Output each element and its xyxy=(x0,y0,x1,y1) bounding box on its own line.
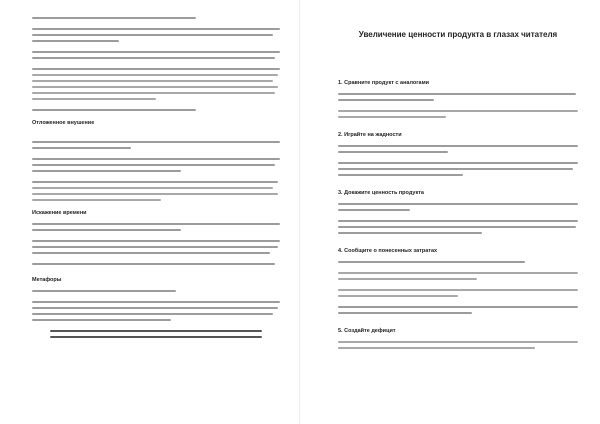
section-heading: 5. Создайте дефицит xyxy=(338,328,396,334)
paragraph xyxy=(338,110,578,118)
paragraph xyxy=(338,289,578,297)
right-page xyxy=(300,0,600,424)
text-line xyxy=(338,220,578,222)
document-title: Увеличение ценности продукта в глазах читателя xyxy=(358,30,558,39)
section-scarcity xyxy=(338,328,578,349)
text-line xyxy=(32,170,181,172)
paragraph xyxy=(32,17,280,19)
section-greed xyxy=(338,132,578,176)
paragraph-bold xyxy=(32,330,280,338)
text-line xyxy=(338,295,458,297)
paragraph xyxy=(338,162,578,176)
text-line xyxy=(32,109,196,111)
text-line xyxy=(338,151,448,153)
section-heading: 4. Сообщите о понесенных затратах xyxy=(338,248,438,254)
text-line xyxy=(32,193,278,195)
text-line xyxy=(338,145,578,147)
text-line xyxy=(32,98,156,100)
text-line xyxy=(32,307,278,309)
paragraph xyxy=(32,181,280,201)
text-line xyxy=(338,347,535,349)
text-line xyxy=(32,80,273,82)
paragraph xyxy=(338,341,578,349)
paragraph xyxy=(32,28,280,42)
text-line xyxy=(32,51,280,53)
paragraph xyxy=(32,240,280,254)
paragraph xyxy=(338,203,578,211)
text-line xyxy=(32,158,280,160)
paragraph xyxy=(338,93,578,101)
text-line xyxy=(32,164,275,166)
text-line xyxy=(50,336,262,338)
text-line xyxy=(32,240,280,242)
text-line xyxy=(338,203,578,205)
text-line xyxy=(32,263,275,265)
section-compare xyxy=(338,80,578,118)
text-line xyxy=(338,209,410,211)
text-line xyxy=(32,34,273,36)
text-line xyxy=(338,341,578,343)
paragraph xyxy=(32,290,280,292)
text-line xyxy=(338,99,434,101)
paragraph xyxy=(32,141,280,149)
paragraph xyxy=(32,158,280,172)
paragraph xyxy=(338,261,578,263)
text-line xyxy=(338,278,477,280)
section-heading: 3. Докажите ценность продукта xyxy=(338,190,424,196)
text-line xyxy=(32,181,278,183)
text-line xyxy=(50,330,262,332)
text-line xyxy=(32,223,280,225)
text-line xyxy=(338,110,578,112)
section-costs xyxy=(338,248,578,314)
text-line xyxy=(32,199,161,201)
text-line xyxy=(32,92,275,94)
paragraph xyxy=(32,263,280,265)
text-line xyxy=(32,57,275,59)
paragraph xyxy=(32,301,280,321)
text-line xyxy=(32,147,131,149)
text-line xyxy=(32,319,171,321)
text-line xyxy=(338,261,525,263)
text-line xyxy=(338,289,578,291)
text-line xyxy=(32,301,280,303)
text-line xyxy=(338,174,463,176)
text-line xyxy=(338,93,576,95)
paragraph xyxy=(338,220,578,234)
text-line xyxy=(338,168,573,170)
text-line xyxy=(32,141,280,143)
text-line xyxy=(32,313,273,315)
sub-heading-deferred-suggestion: Отложенное внушение xyxy=(32,120,95,126)
text-line xyxy=(32,86,278,88)
text-line xyxy=(32,74,278,76)
text-line xyxy=(32,187,273,189)
paragraph xyxy=(338,272,578,280)
paragraph xyxy=(32,51,280,59)
text-line xyxy=(32,28,280,30)
text-line xyxy=(338,116,446,118)
text-line xyxy=(32,40,119,42)
section-heading: 2. Играйте на жадности xyxy=(338,132,402,138)
text-line xyxy=(338,162,578,164)
text-line xyxy=(32,17,196,19)
sub-heading-time-distortion: Искажение времени xyxy=(32,210,87,216)
text-line xyxy=(338,272,578,274)
paragraph xyxy=(32,223,280,231)
text-line xyxy=(32,68,280,70)
text-line xyxy=(32,290,176,292)
section-heading: 1. Сравните продукт с аналогами xyxy=(338,80,430,86)
paragraph xyxy=(338,145,578,153)
section-prove-value xyxy=(338,190,578,234)
paragraph xyxy=(338,306,578,314)
text-line xyxy=(338,232,482,234)
text-line xyxy=(32,252,270,254)
text-line xyxy=(338,306,578,308)
paragraph xyxy=(32,68,280,100)
text-line xyxy=(338,312,472,314)
sub-heading-metaphors: Метафоры xyxy=(32,277,62,283)
text-line xyxy=(338,226,576,228)
text-line xyxy=(32,229,181,231)
text-line xyxy=(32,246,278,248)
paragraph xyxy=(32,109,280,111)
